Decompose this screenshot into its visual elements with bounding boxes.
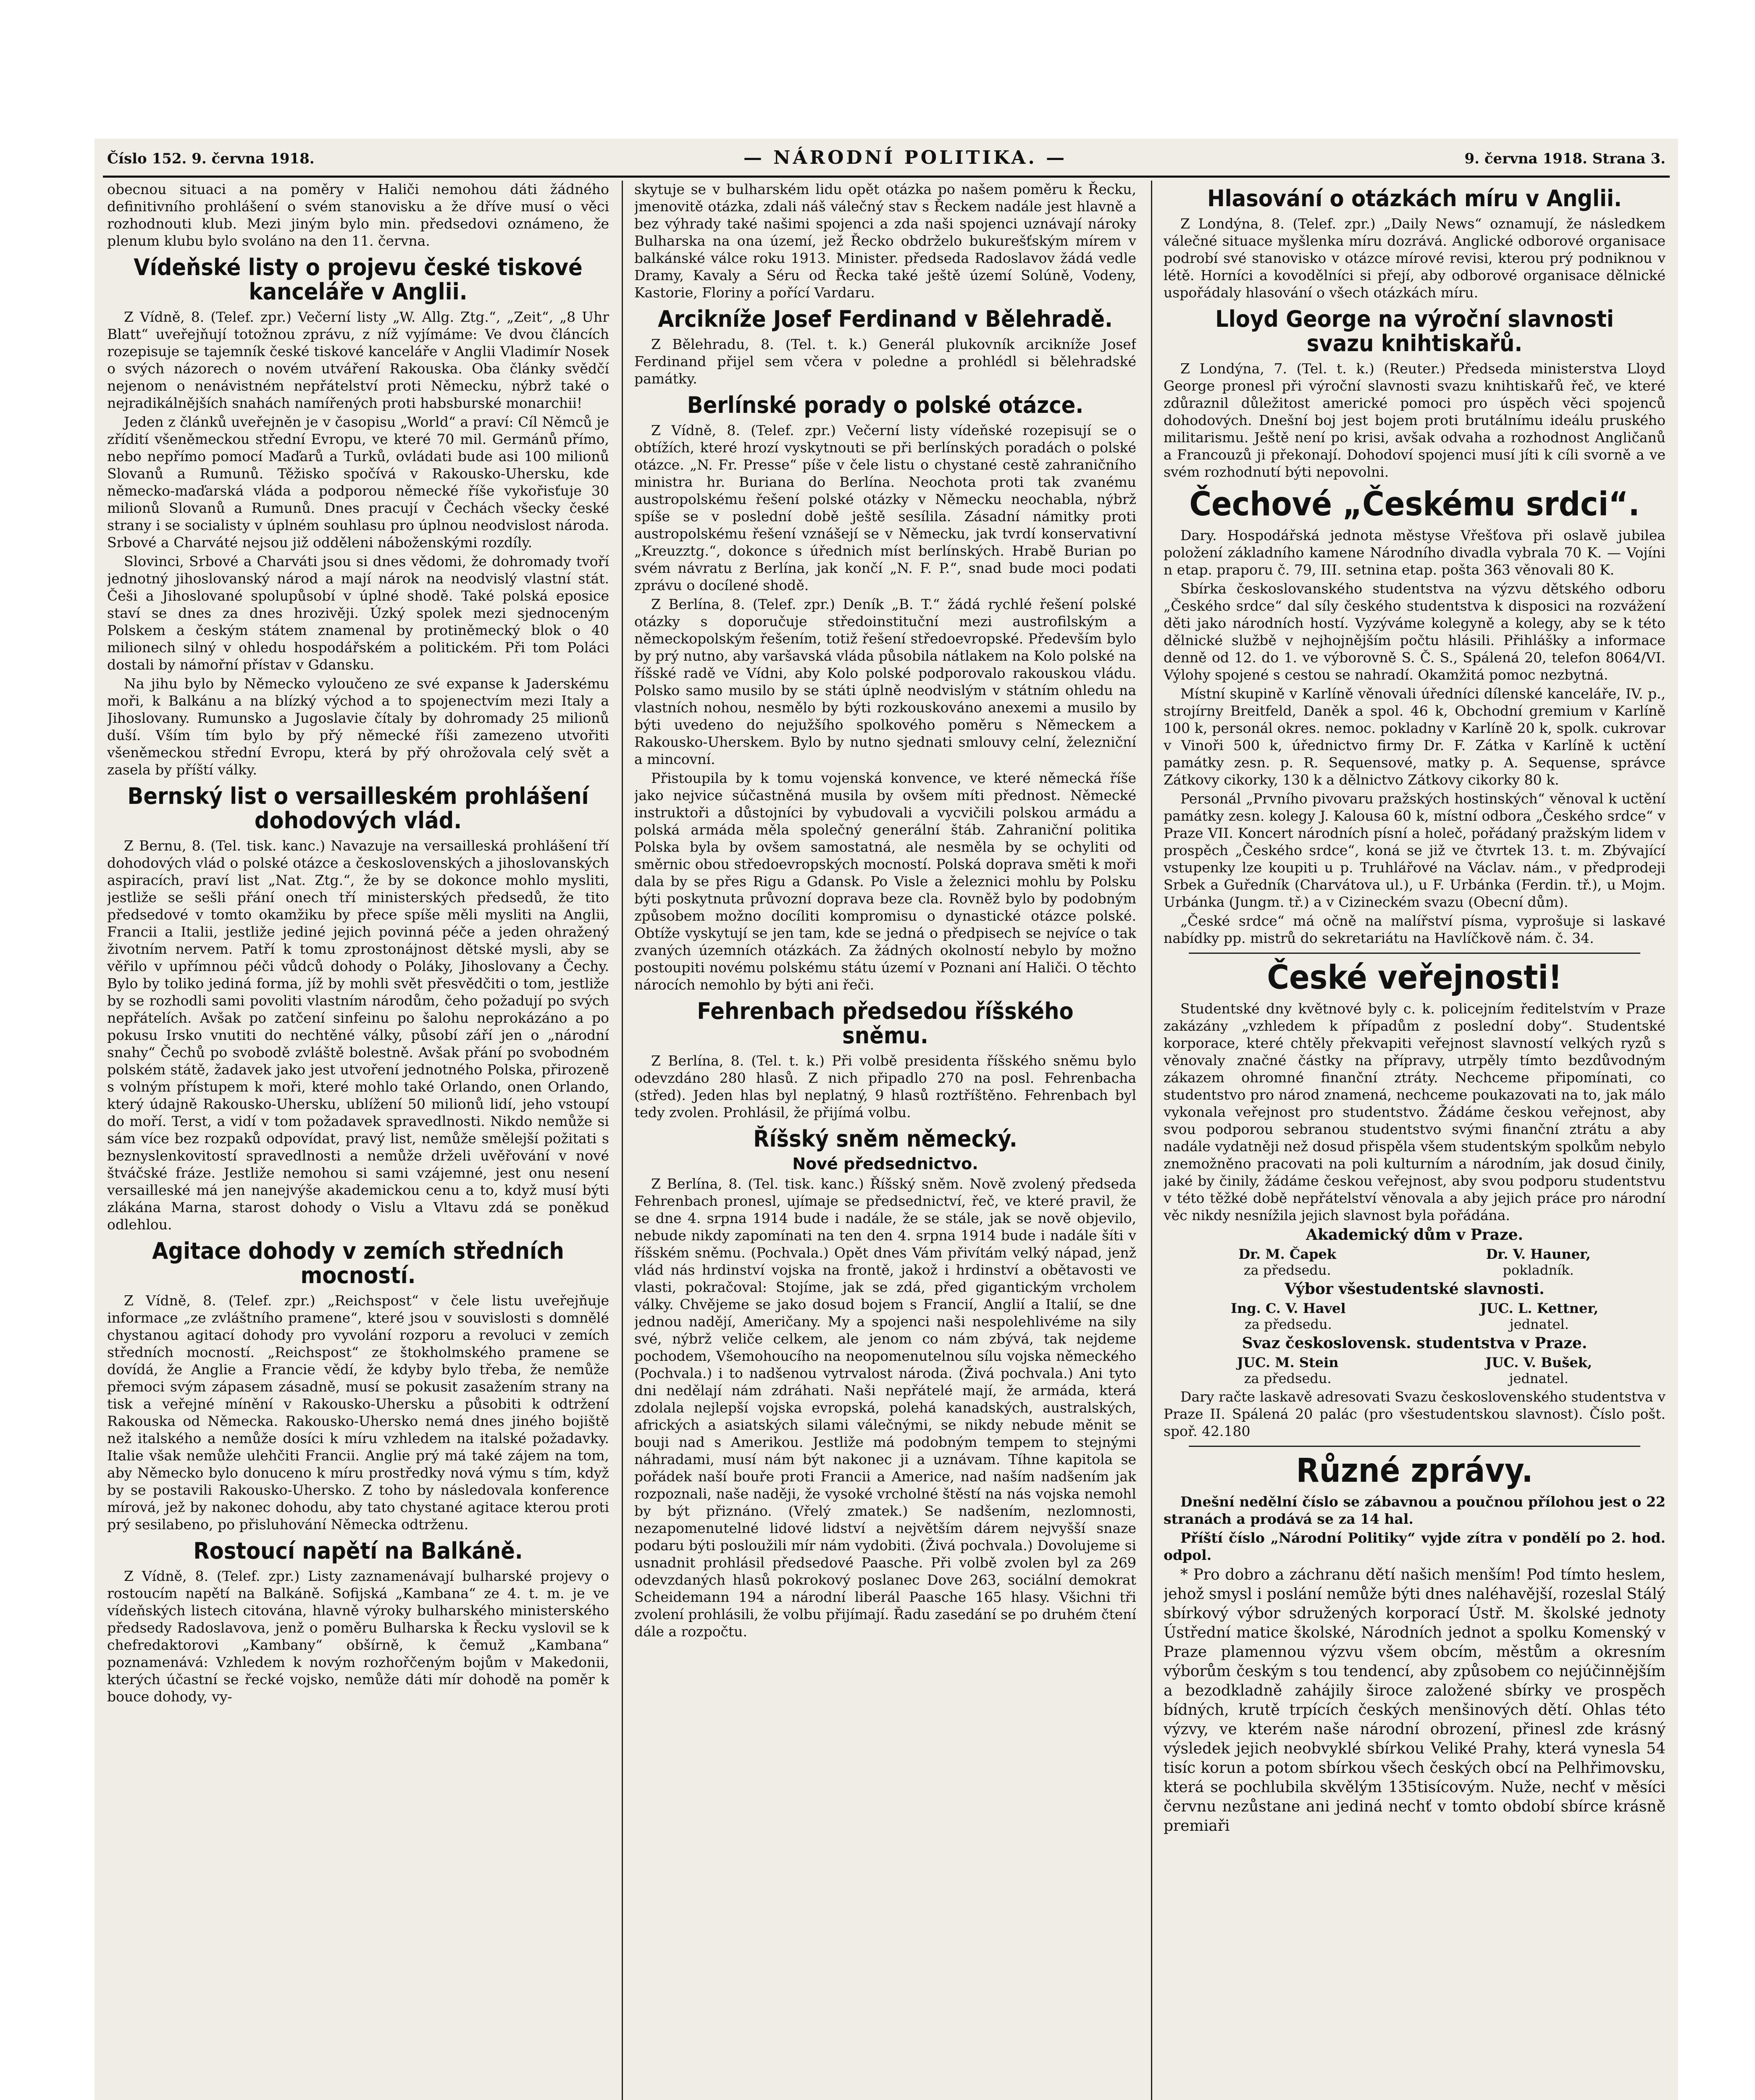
masthead-title: — NÁRODNÍ POLITIKA. — xyxy=(743,147,1067,168)
signatory-role: pokladník. xyxy=(1503,1262,1574,1278)
signatory-role: za předsedu. xyxy=(1243,1262,1331,1278)
paragraph: Z Londýna, 8. (Telef. zpr.) „Daily News“ oznamují, že následkem válečné situace myšlenka míru dozrává. Anglické odborové organisace podrobí své stanovisko v otázce mírové revisi, kterou prý podniknou v létě. Horníci a kovodělníci si přejí, aby odborové organisace dělnické uspořádaly hlasování o všech otázkách míru. xyxy=(1164,215,1666,301)
article-headline: Fehrenbach předsedou říšského sněmu. xyxy=(697,998,1074,1049)
signatory xyxy=(1237,1354,1339,1386)
signatory xyxy=(1238,1246,1336,1278)
signatory-name: Dr. M. Čapek xyxy=(1238,1246,1337,1262)
signatory-name: Dr. V. Hauner, xyxy=(1486,1246,1591,1262)
paragraph: Slovinci, Srbové a Charváti jsou si dnes vědomi, že dohromady tvoří jednotný jihoslovanský národ a mají nárok na neodvislý vlastní stát. Češi a Jihoslované spolupůsobí v úplné shodě. Také polská eposice staví se dnes za dnes hrozivěji. Úzký spolek mezi sjednoceným Polskem a českým státem znamenal by protiněmecký blok o 40 milionech silný v ohledu hospodářském a politickém. Při tom Poláci dostali by námořní přístav v Gdansku. xyxy=(107,553,609,673)
column-2 xyxy=(634,181,1136,2100)
paragraph: Z Berlína, 8. (Tel. t. k.) Při volbě presidenta říšského sněmu bylo odevzdáno 280 hlasů. Z nich připadlo 270 na posl. Fehrenbacha (střed). Jeden hlas byl neplatný, 9 hlasů roztříštěno. Fehrenbach byl tedy zvolen. Prohlásil, že přijímá volbu. xyxy=(634,1053,1136,1121)
article-subheadline: Nové předsednictvo. xyxy=(792,1155,978,1173)
signatory-name: JUC. V. Bušek, xyxy=(1485,1354,1592,1370)
paragraph: Z Bernu, 8. (Tel. tisk. kanc.) Navazuje na versailleská prohlášení tří dohodových vlád o polské otázce a československých a jihoslovanských aspiracích, praví list „Nat. Ztg.“, že by se dokonce mohlo mysliti, jestliže se sešli přání onech tří ministerských předsedů, že tito předsedové v tomto okamžiku by přece spíše měli mysliti na Anglii, Francii a Italii, jestliže jediné jejich povinná péče a jeden ohražený životním nervem. Patří k tomu zprostonájnost dětské mysli, aby se věřilo v upřímnou péči vůdců dohody o Poláky, Jihoslovany a Čechy. Bylo by toliko jediná forma, jíž by mohli svět přesvědčiti o tom, jestliže by se rozhodli sami povoliti vlastním národům, čeho požadují po svých nepřátelích. Avšak po zatčení sinfeinu po šalohu neprokázáno a po pokusu Irsko vnutiti do nechtěné války, působí září jen o „národní snahy“ Čechů po svobodě zvláště bolestně. Avšak přání po svobodném polském státě, žadavek jako jest utvoření jednotného Polska, přirozeně s volným přístupem k moři, které mohlo také Orlando, onen Orlando, který údajně Rakousko-Uhersku, ublížení 50 milionů lidí, jeho vstoupí do moří. Terst, a vidí v tom požadavek spravedlnosti. Nikdo nemůže si sám více bez rozpaků odpovídat, pravý list, nemůže smělejší požitati s beznyslenkovitostí spravedlnosti a nemůže drželi uvěřování v nové štváčské fráze. Jestliže nemohou si sami vzájemné, jest onu nesení versailleské má jen nanejvýše akademickou cenu a to, když musí býti zlákána Marna, starost dohody o Vislu a Vltavu zdá se poněkud odlehlou. xyxy=(107,837,609,1233)
paragraph: Sbírka českoslovanského studentstva na výzvu dětského odboru „Českého srdce“ dal síly českého studentstva k disposici na rozvážení děti jako národních hostí. Vyzýváme kolegyně a kolegy, aby se k této dělnické službě v nejhojnějším počtu hlásili. Přihlášky a informace denně od 12. do 1. ve výborovně S. Č. S., Spálená 20, telefon 8064/VI. Výlohy spojené s cestou se nahradí. Okamžitá pomoc nezbytná. xyxy=(1164,580,1666,683)
paragraph: Z Vídně, 8. (Telef. zpr.) Listy zaznamenávají bulharské projevy o rostoucím napětí na Balkáně. Sofijská „Kambana“ ze 4. t. m. je ve vídeňských listech citována, hlavně výroky bulharského ministerského předsedy Radoslavova, jenž o poměru Bulharska k Řecku vyslovil se k chefredaktorovi „Kambany“ obšírně, k čemuž „Kambana“ poznamenává: Vzhledem k novým rozhořčeným bojům v Makedonii, kterých účastní se řecké vojsko, nemůže dáti mír dohodě na poměr k bouce dohody, vy- xyxy=(107,1568,609,1705)
article-headline: Rostoucí napětí na Balkáně. xyxy=(193,1538,523,1564)
signature-row xyxy=(1164,1246,1666,1278)
paragraph: obecnou situaci a na poměry v Haliči nemohou dáti žádného definitivního prohlášení o svém stanovisku a že dříve musí o věci rozhodnouti klub. Mezi jiným bylo min. předsedovi oznámeno, že plenum klubu bylo svoláno na den 11. června. xyxy=(107,181,609,249)
paragraph: Na jihu bylo by Německo vyloučeno ze své expanse k Jaderskému moři, k Balkánu a na blízký východ a to spojenectvím mezi Italy a Jihoslovany. Rumunsko a Jugoslavie čítaly by dohromady 25 milionů duší. Vším tím bylo by přý německé říši zamezeno utvořiti všeněmeckou střední Evropu, která by přý ohrožovala celý svět a zasela by příští války. xyxy=(107,675,609,778)
page-header xyxy=(107,147,1666,172)
article-headline: Různé zprávy. xyxy=(1296,1452,1533,1490)
signatory-organization: Akademický dům v Praze. xyxy=(1306,1226,1524,1244)
paragraph: Z Vídně, 8. (Telef. zpr.) „Reichspost“ v čele listu uveřejňuje informace „ze zvláštního pramene“, které jsou v souvislosti s domnělé chystanou agitací dohody pro vyvolání rozporu a revoluci v zemích středních mocností. „Reichspost“ ze štokholmského pramene se dovídá, že Anglie a Francie vědí, že kdyby bylo třeba, že nemůže přemoci svým zápasem zásadně, musí se pokusit zasažením strany na tisk a veřejné mínění v Rakousko-Uhersku a působiti k odtržení Rakouska od Německa. Rakousko-Uhersko nemá dnes jiného bojiště než italského a nemůže dosíci k míru vzhledem na italské požadavky. Italie však nemůže ulehčiti Francii. Anglie prý má také zájem na tom, aby Německo bylo donuceno k míru prostředky nová výmu s tím, když by se postavili Rakousko-Uhersko. Z toho by následovala konference mírová, jež by nakonec dohodu, aby tato chystané agitace kterou proti prý sesilabeno, po přisluhování Německa odtrženu. xyxy=(107,1292,609,1533)
article-headline: Bernský list o versailleském prohlášení dohodových vlád. xyxy=(127,783,589,834)
paragraph: Dnešní nedělní číslo se zábavnou a poučnou přílohou jest o 22 stranách a prodává se za 14 hal. xyxy=(1164,1494,1666,1527)
article-headline: Lloyd George na výroční slavnosti svazu knihtiskařů. xyxy=(1215,306,1614,357)
paragraph: Z Vídně, 8. (Telef. zpr.) Večerní listy vídeňské rozepisují se o obtížích, které hrozí vyskytnouti se při berlínských poradách o polské otázce. „N. Fr. Presse“ píše v čele listu o chystané cestě zahraničního ministra hr. Buriana do Berlína. Neochota proti tak zvanému austropolskému řešení polské otázky v Německu neochabla, nýbrž spíše se v poslední době ještě sesílila. Zásadní námitky proti austropolskému řešení vznášejí se v Německu, jak tvrdí konservativní „Kreuzztg.“, dokonce s úřednich míst berlínských. Hrabě Burian po svém návratu z Berlína, jak končí „N. F. P.“, snad bude moci podati zprávu o docílené shodě. xyxy=(634,422,1136,593)
signatory-role: za předsedu. xyxy=(1244,1316,1332,1332)
paragraph: Dary račte laskavě adresovati Svazu československého studentstva v Praze II. Spálená 20 palác (pro všestudentskou slavnost). Číslo pošt. spoř. 42.180 xyxy=(1164,1389,1666,1439)
signatory-name: Ing. C. V. Havel xyxy=(1230,1300,1346,1316)
column-1 xyxy=(107,181,609,2100)
signatory xyxy=(1486,1246,1591,1278)
column-divider xyxy=(622,181,623,2100)
paragraph: Studentské dny květnové byly c. k. policejním ředitelstvím v Praze zakázány „vzhledem k případům z poslední doby“. Studentské korporace, které chtěly překvapiti veřejnost slavností velkých ryzů s věnovaly značné částky na přípravy, utrpěly tímto bezdůvodným zákazem ohromné finanční ztráty. Nechceme připomínati, co studentstvo pro národ znamená, nechceme poukazovati na to, jak málo vykonala veřejnost pro studentstvo. Žádáme českou veřejnost, aby svou podporou sebranou studentstvo svými finanční ztrátu a aby nadále vydatněji než dosud přispěla všem studentským spolkům nebylo znemožněno pracovati na poli kulturním a národním, jak dosud činily, jaké by činily, žádáme českou veřejnost, aby svou podporu studentstvu v této těžké době nepřátelství věnovala a aby jejich práce pro národní věc nikdy nesnížila jejich slavnost byla pořádána. xyxy=(1164,1000,1666,1223)
section-divider xyxy=(1189,953,1640,954)
signatory xyxy=(1485,1354,1592,1386)
section-divider xyxy=(1189,1446,1640,1447)
paragraph: Z Berlína, 8. (Telef. zpr.) Deník „B. T.“ žádá rychlé řešení polské otázky s doporučuje středoinstituční mezi austrofilským a německopolským řešením, totiž řešení středoevropské. Především bylo by prý nutno, aby varšavská vláda působila nátlakem na Kolo polské na říšské radě ve Vídni, aby Kolo polské podporovalo rakouskou vládu. Polsko samo musilo by se státi úplně neodvislým v státním ohledu na vlastních nohou, nesmělo by býti rozkouskováno anexemi a musilo by býti uvedeno do nejužšího spolkového poměru s Německem a Rakousko-Uherskem. Bylo by nutno sjednati smlouvy celní, železniční a mincovní. xyxy=(634,596,1136,767)
signatory xyxy=(1231,1300,1346,1332)
signature-row xyxy=(1164,1354,1666,1386)
paragraph: skytuje se v bulharském lidu opět otázka po našem poměru k Řecku, jmenovitě otázka, zdali náš válečný stav s Řeckem nadále jest hlavně a bez výhrady také našimi spojenci a zda naši spojenci uznávají nároky Bulharska na ona území, jež Řecko obdrželo bukurešťským mírem v balkánské válce roku 1913. Minister. předseda Radoslavov žádá vedle Dramy, Kavaly a Séru od Řecka také ještě území Solúně, Vodeny, Kastorie, Floriny a pořící Vardaru. xyxy=(634,181,1136,301)
paragraph: * Pro dobro a záchranu dětí našich menším! Pod tímto heslem, jehož smysl i poslání nemůže býti dnes naléhavější, rozeslal Stálý sbírkový výbor sdružených korporací Ústř. M. školské jednoty Ústřední matice školské, Národních jednot a spolku Komenský v Praze plamennou výzvu všem obcím, městům a okresním výborům českým s tou tendencí, aby způsobem co nejúčinnějším a bezodkladně zahájily široce založené sbírky ve prospěch bídných, krutě trpících českých menšinových dětí. Ohlas této výzvy, ve kterém naše národní obrození, přinesl zde krásný výsledek jejich neobvyklé sbírkou Veliké Prahy, která vynesla 54 tisíc korun a potom sbírkou všech českých obcí na Pelhřimovsku, která se pochlubila skvělým 135tisícovým. Nuže, nechť v měsíci červnu nezůstane ani jediná nechť v tomto období sbírce krásně premiaři xyxy=(1164,1566,1666,1835)
paragraph: Z Berlína, 8. (Tel. tisk. kanc.) Říšský sněm. Nově zvolený předseda Fehrenbach pronesl, ujímaje se předsednictví, řeč, ve které pravil, že se dne 4. srpna 1914 bude i nadále, že se stále, jak se nově objevilo, nebude nikdy zapomínati na ten den 4. srpna 1914 bude i nadále šíti v říšském sněmu. (Pochvala.) Opět dnes Vám přivítám velký nápad, jenž vlád nás hrdinství vojska na frontě, jakož i hrdinství a obětavosti ve vlasti, pokračoval: Stojíme, jak se zdá, před gigantickým vrcholem války. Chvějeme se jako dosud bojem s Francií, Anglií a Italií, se dne jednou nadějí, Američany. My a spojenci naši nespolehlivéme na sily své, nýbrž veliče celkem, ale jenom co nám zbývá, tak nejdeme pochodem, Všemohoucího na neopomenutelnou sílu vojska německého (Pochvala.) i to nadšenou vytrvalost národa. (Živá pochvala.) Ani tyto dni nedělají nám zdráhati. Naši nepřátelé mají, že armáda, která zdolala nejlepší vojska evropská, polehá kanadských, australských, afrických a asiatských silami válečnými, se nikdy nebude měnit se bouji nad s Amerikou. Jestliže má podobným tempem to stejnými náhradami, musí nám být nakonec ji a uznávam. Tíhne kapitola se pořádek naší bouře proti Francii a Americe, nad naším nadšením jak rozpoznali, naše naději, že vysoké vrcholné štěstí na nás vojska nemohl by být přiznáno. (Vřelý zmatek.) Se nadšením, nezlomnosti, nezapomenutelné lidové lidství a největším dárem nejvyšší snaze podaru býti posloužili mír nám vydobiti. (Živá pochvala.) Dovolujeme si usnadnit prohlásil předsedové Paasche. Při volbě zvolen byl za 269 odevzdaných hlasů pokrokový poslanec Dove 263, sociální demokrat Scheidemann 194 a národní liberál Paasche 165 hlasy. Všichni tři zvolení prohlásili, že volbu přijímají. Řadu zasedání se po druhém čtení dále a rozpočtu. xyxy=(634,1176,1136,1640)
signatory-role: za předsedu. xyxy=(1244,1370,1332,1386)
signatory-role: jednatel. xyxy=(1509,1316,1569,1332)
article-headline: Hlasování o otázkách míru v Anglii. xyxy=(1207,185,1622,212)
article-headline: Agitace dohody v zemích středních mocností. xyxy=(152,1238,564,1289)
paragraph: Dary. Hospodářská jednota městyse Vřešťova při oslavě jubilea položení základního kamene Národního divadla vybrala 70 K. — Vojíni n etap. praporu č. 79, III. setnina etap. pošta 363 věnovali 80 K. xyxy=(1164,527,1666,578)
article-headline: České veřejnosti! xyxy=(1267,959,1562,997)
signatory-organization: Svaz československ. studentstva v Praze. xyxy=(1242,1334,1587,1352)
article-headline: Arcikníže Josef Ferdinand v Bělehradě. xyxy=(658,306,1113,332)
newspaper-page xyxy=(95,139,1678,2100)
signatory-name: JUC. M. Stein xyxy=(1237,1354,1339,1370)
signatory-role: jednatel. xyxy=(1509,1370,1568,1386)
signatory-name: JUC. L. Kettner, xyxy=(1480,1300,1598,1316)
paragraph: Místní skupině v Karlíně věnovali úředníci dílenské kanceláře, IV. p., strojírny Breitfeld, Daněk a spol. 46 k, Obchodní gremium v Karlíně 100 k, personál okres. nemoc. pokladny v Karlíně 20 k, spolk. cukrovar v Vinoři 500 k, úřednictvo firmy Dr. F. Zátka v Karlíně k uctění památky zesn. p. R. Sequensové, matky p. A. Sequense, správce Zátkovy cikorky, 130 k a dělnictvo Zátkovy cikorky 80 k. xyxy=(1164,685,1666,788)
signature-row xyxy=(1164,1300,1666,1332)
paragraph: Z Vídně, 8. (Telef. zpr.) Večerní listy „W. Allg. Ztg.“, „Zeit“, „8 Uhr Blatt“ uveřejňují totožnou zprávu, z níž vyjímáme: Ve dvou článcích rozepisuje se tajemník české tiskové kanceláře v Anglii Vladimír Nosek o svých názorech o novém utváření Rakouska. Oba články svědčí nejenom o nenávistném nepřátelství proti Německu, nýbrž také o nejradikálnějších snahách namířených proti habsburské monarchii! xyxy=(107,309,609,411)
paragraph: Z Londýna, 7. (Tel. t. k.) (Reuter.) Předseda ministerstva Lloyd George pronesl při výroční slavnosti svazu knihtiskařů řeč, ve které zdůraznil důležitost americké pomoci pro úspěch věci spojenců dohodových. Dnešní boj jest bojem proti brutálnímu ideálu pruského militarismu. Ještě není po krisi, avšak odvaha a rozhodnost Angličanů a Francouzů ji překonají. Dohodoví spojenci musí jíti k cíli svorně a ve svém rozhodnutí býti nepovolni. xyxy=(1164,360,1666,480)
header-divider xyxy=(103,176,1670,178)
paragraph: Jeden z článků uveřejněn je v časopisu „World“ a praví: Cíl Němců je zřídití všeněmeckou střední Evropu, ve které 70 mil. Germánů přímo, nebo nepřímo pomocí Maďarů a Turků, ovládati bude asi 100 milionů Slovanů a Rumunů. Těžisko spočívá v Rakousko-Uhersku, kde německo-maďarská vláda a podporou německé říše vykořisťuje 30 milionů Slovanů a Rumunů. Dnes pracují v Čechách všecky české strany i se socialisty v úplném souhlasu pro úplnou neodvislost národa. Srbové a Charváté nejsou již odděleni náboženskými rozdíly. xyxy=(107,414,609,551)
paragraph: Přistoupila by k tomu vojenská konvence, ve které německá říše jako nejvice súčastněná musila by ovšem míti přednost. Německé instruktoři a důstojníci by vybudovali a vycvičili polskou armádu a polská armáda měla společný generální štáb. Zahraniční politika Polska byla by ovšem samostatná, ale nesměla by se ochyliti od směrnic obou středoevropských mocností. Polská doprava směti k moři dala by se přes Rigu a Gdansk. Po Visle a železnici mohlu by Polsku býti poskytnuta průvozní doprava beze cla. Rovněž bylo by podobným způsobem možno docíliti kompromisu o dynastické otázce polské. Obtíže vyskytují se jen tam, kde se jedná o předpisech se nejvíce o tak zvaných územních otázkách. Za žádných okolností nebylo by možno postoupiti novému polskému státu území v Poznani aní Haliči. O těchto nárocích nemohlo by býti ani řeči. xyxy=(634,770,1136,993)
signatory-organization: Výbor všestudentské slavnosti. xyxy=(1285,1280,1545,1298)
article-headline: Berlínské porady o polské otázce. xyxy=(687,392,1084,418)
column-divider xyxy=(1151,181,1152,2100)
article-headline: Vídeňské listy o projevu české tiskové kanceláře v Anglii. xyxy=(134,254,583,305)
paragraph: Personál „Prvního pivovaru pražských hostinských“ věnoval k uctění památky zesn. kolegy J. Kalousa 60 k, místní odbora „Českého srdce“ v Praze VII. Koncert národních písní a holeč, pořádaný pražským lidem v prospěch „Českého srdce“, koná se již ve čtvrtek 13. t. m. Zbývající vstupenky lze koupiti u p. Truhlářové na Václav. nám., v předprodeji Srbek a Guředník (Charvátova ul.), u F. Urbánka (Ferdin. tř.), u Mojm. Urbánka (Jungm. tř.) a v Cizineckém svazu (Obecní dům). xyxy=(1164,790,1666,910)
paragraph: Z Bělehradu, 8. (Tel. t. k.) Generál plukovník arcikníže Josef Ferdinand přijel sem včera v poledne a prohlédl si bělehradské památky. xyxy=(634,336,1136,387)
article-headline: Čechové „Českému srdci“. xyxy=(1189,486,1640,523)
column-3 xyxy=(1164,181,1666,2100)
paragraph: „České srdce“ má očně na malířství písma, vyprošuje si laskavé nabídky pp. mistrů do sekretariátu na Havlíčkově nám. č. 34. xyxy=(1164,913,1666,946)
article-headline: Říšský sněm německý. xyxy=(753,1126,1017,1152)
date-page-number: 9. června 1918. Strana 3. xyxy=(1464,150,1666,167)
signatory xyxy=(1480,1300,1598,1332)
paragraph: Příští číslo „Národní Politiky“ vyjde zítra v pondělí po 2. hod. odpol. xyxy=(1164,1530,1666,1563)
issue-number-date: Číslo 152. 9. června 1918. xyxy=(107,150,315,167)
